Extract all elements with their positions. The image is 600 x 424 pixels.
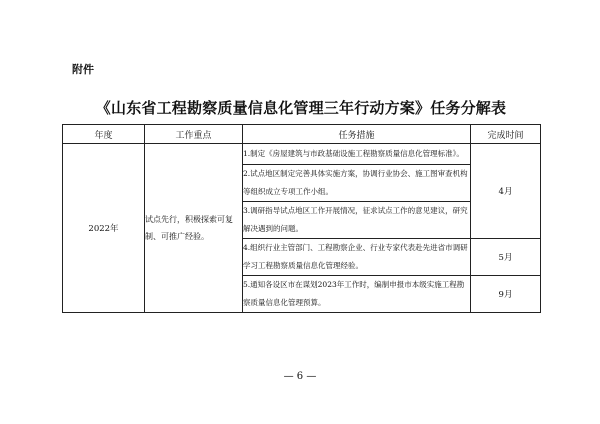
time-cell-1: 4月 bbox=[471, 144, 541, 239]
measure-cell-5: 5.通知各设区市在谋划2023年工作时，编制申报市本级实施工程勘察质量信息化管理预算。 bbox=[243, 276, 471, 313]
measure-cell-2: 2.试点地区制定完善具体实施方案，协调行业协会、施工图审查机构等组织成立专项工作小组。 bbox=[243, 165, 471, 202]
task-table bbox=[62, 124, 541, 313]
table-row bbox=[63, 144, 541, 165]
page-number: — 6 — bbox=[283, 371, 317, 382]
measure-cell-4: 4.组织行业主管部门、工程勘察企业、行业专家代表赴先进省市调研学习工程勘察质量信息化管理经验。 bbox=[243, 239, 471, 276]
measure-cell-3: 3.调研指导试点地区工作开展情况，征求试点工作的意见建议，研究解决遇到的问题。 bbox=[243, 202, 471, 239]
table-header-row bbox=[63, 125, 541, 144]
document-title: 《山东省工程勘察质量信息化管理三年行动方案》任务分解表 bbox=[95, 99, 507, 117]
year-cell: 2022年 bbox=[63, 144, 145, 313]
header-year: 年度 bbox=[63, 125, 145, 144]
focus-cell: 试点先行，积极探索可复制、可推广经验。 bbox=[145, 144, 243, 313]
attachment-label: 附件 bbox=[72, 63, 94, 76]
time-cell-2: 5月 bbox=[471, 239, 541, 276]
header-completion-time: 完成时间 bbox=[471, 125, 541, 144]
measure-cell-1: 1.制定《房屋建筑与市政基础设施工程勘察质量信息化管理标准》。 bbox=[243, 144, 471, 165]
header-measures: 任务措施 bbox=[243, 125, 471, 144]
time-cell-3: 9月 bbox=[471, 276, 541, 313]
header-focus: 工作重点 bbox=[145, 125, 243, 144]
